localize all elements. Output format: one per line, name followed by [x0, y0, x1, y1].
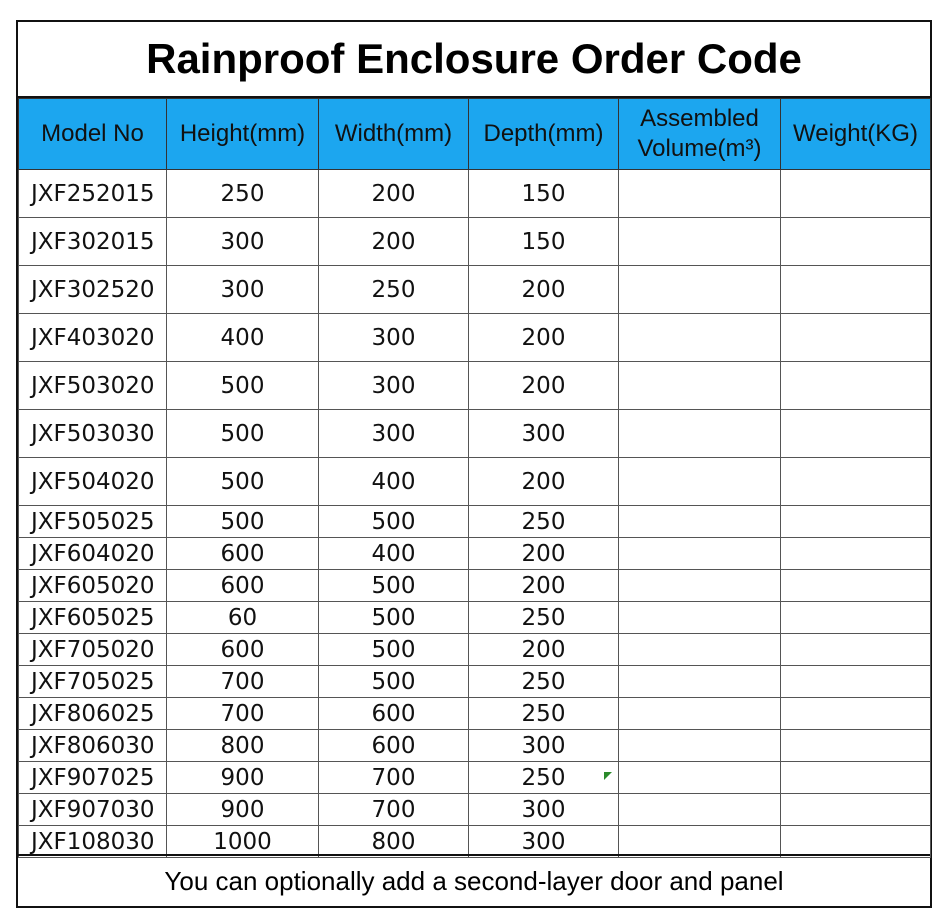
table-row [19, 266, 931, 314]
cell-height: 600 [167, 634, 319, 666]
cell-width: 400 [319, 458, 469, 506]
header-row [19, 99, 931, 170]
order-code-sheet [16, 20, 932, 908]
cell-volume [619, 570, 781, 602]
cell-weight [781, 666, 931, 698]
cell-depth: 200 [469, 458, 619, 506]
cell-model: JXF605025 [19, 602, 167, 634]
cell-volume [619, 362, 781, 410]
cell-volume [619, 762, 781, 794]
cell-height: 300 [167, 266, 319, 314]
table-row [19, 762, 931, 794]
cell-height: 60 [167, 602, 319, 634]
cell-depth: 200 [469, 634, 619, 666]
cell-volume [619, 410, 781, 458]
cell-height: 400 [167, 314, 319, 362]
cell-model: JXF907025 [19, 762, 167, 794]
header-weight: Weight(KG) [781, 99, 931, 170]
cell-volume [619, 314, 781, 362]
cell-model: JXF604020 [19, 538, 167, 570]
cell-volume [619, 634, 781, 666]
header-width: Width(mm) [319, 99, 469, 170]
cell-volume [619, 266, 781, 314]
cell-depth: 300 [469, 794, 619, 826]
cell-width: 300 [319, 410, 469, 458]
cell-depth: 200 [469, 538, 619, 570]
cell-weight [781, 314, 931, 362]
table-row [19, 538, 931, 570]
cell-width: 500 [319, 570, 469, 602]
cell-depth: 250 [469, 698, 619, 730]
cell-width: 500 [319, 506, 469, 538]
cell-depth: 200 [469, 266, 619, 314]
cell-volume [619, 538, 781, 570]
table-row [19, 602, 931, 634]
cell-height: 1000 [167, 826, 319, 858]
cell-weight [781, 266, 931, 314]
cell-volume [619, 666, 781, 698]
cell-width: 200 [319, 218, 469, 266]
cell-model: JXF503030 [19, 410, 167, 458]
cell-depth: 250 [469, 602, 619, 634]
cell-depth: 250 [469, 762, 619, 794]
cell-model: JXF504020 [19, 458, 167, 506]
cell-width: 200 [319, 170, 469, 218]
table-row [19, 362, 931, 410]
header-depth: Depth(mm) [469, 99, 619, 170]
cell-depth: 200 [469, 570, 619, 602]
cell-model: JXF252015 [19, 170, 167, 218]
cell-width: 700 [319, 762, 469, 794]
cell-model: JXF302520 [19, 266, 167, 314]
sheet-title: Rainproof Enclosure Order Code [18, 22, 930, 98]
cell-model: JXF605020 [19, 570, 167, 602]
cell-weight [781, 538, 931, 570]
cell-height: 500 [167, 506, 319, 538]
cell-model: JXF503020 [19, 362, 167, 410]
cell-volume [619, 506, 781, 538]
cell-volume [619, 218, 781, 266]
cell-model: JXF302015 [19, 218, 167, 266]
cell-weight [781, 570, 931, 602]
table-row [19, 826, 931, 858]
cell-depth: 250 [469, 506, 619, 538]
cell-model: JXF403020 [19, 314, 167, 362]
cell-volume [619, 458, 781, 506]
cell-height: 300 [167, 218, 319, 266]
header-model: Model No [19, 99, 167, 170]
cell-height: 900 [167, 762, 319, 794]
cell-height: 700 [167, 666, 319, 698]
order-code-table [18, 98, 931, 858]
cell-width: 250 [319, 266, 469, 314]
cell-weight [781, 458, 931, 506]
cell-weight [781, 170, 931, 218]
cell-height: 600 [167, 570, 319, 602]
cell-width: 600 [319, 698, 469, 730]
cell-depth: 200 [469, 362, 619, 410]
cell-model: JXF806030 [19, 730, 167, 762]
table-row [19, 698, 931, 730]
cell-width: 800 [319, 826, 469, 858]
cell-depth: 300 [469, 826, 619, 858]
table-row [19, 218, 931, 266]
cell-weight [781, 506, 931, 538]
cell-volume [619, 826, 781, 858]
cell-comment-marker [604, 772, 612, 780]
cell-height: 500 [167, 410, 319, 458]
cell-depth: 250 [469, 666, 619, 698]
cell-width: 300 [319, 314, 469, 362]
header-volume: Assembled Volume(m³) [619, 99, 781, 170]
cell-depth: 150 [469, 170, 619, 218]
cell-depth: 300 [469, 730, 619, 762]
cell-width: 500 [319, 666, 469, 698]
cell-weight [781, 602, 931, 634]
cell-model: JXF108030 [19, 826, 167, 858]
table-row [19, 314, 931, 362]
table-row [19, 170, 931, 218]
cell-height: 250 [167, 170, 319, 218]
table-row [19, 506, 931, 538]
cell-height: 700 [167, 698, 319, 730]
cell-width: 600 [319, 730, 469, 762]
cell-volume [619, 602, 781, 634]
table-row [19, 666, 931, 698]
cell-volume [619, 794, 781, 826]
cell-weight [781, 218, 931, 266]
table-row [19, 458, 931, 506]
cell-volume [619, 698, 781, 730]
cell-weight [781, 730, 931, 762]
cell-volume [619, 730, 781, 762]
table-row [19, 634, 931, 666]
table-row [19, 410, 931, 458]
cell-weight [781, 410, 931, 458]
cell-height: 500 [167, 362, 319, 410]
cell-weight [781, 634, 931, 666]
cell-model: JXF907030 [19, 794, 167, 826]
header-height: Height(mm) [167, 99, 319, 170]
cell-width: 300 [319, 362, 469, 410]
cell-volume [619, 170, 781, 218]
table-row [19, 794, 931, 826]
cell-width: 500 [319, 634, 469, 666]
cell-weight [781, 698, 931, 730]
cell-height: 600 [167, 538, 319, 570]
cell-weight [781, 362, 931, 410]
table-row [19, 570, 931, 602]
cell-weight [781, 762, 931, 794]
cell-model: JXF705020 [19, 634, 167, 666]
cell-depth: 150 [469, 218, 619, 266]
cell-height: 900 [167, 794, 319, 826]
cell-model: JXF806025 [19, 698, 167, 730]
cell-weight [781, 826, 931, 858]
cell-depth: 300 [469, 410, 619, 458]
cell-weight [781, 794, 931, 826]
cell-height: 800 [167, 730, 319, 762]
footer-note: You can optionally add a second-layer door and panel [18, 854, 930, 906]
table-row [19, 730, 931, 762]
cell-height: 500 [167, 458, 319, 506]
cell-model: JXF705025 [19, 666, 167, 698]
cell-width: 700 [319, 794, 469, 826]
cell-depth: 200 [469, 314, 619, 362]
cell-width: 500 [319, 602, 469, 634]
cell-width: 400 [319, 538, 469, 570]
cell-model: JXF505025 [19, 506, 167, 538]
